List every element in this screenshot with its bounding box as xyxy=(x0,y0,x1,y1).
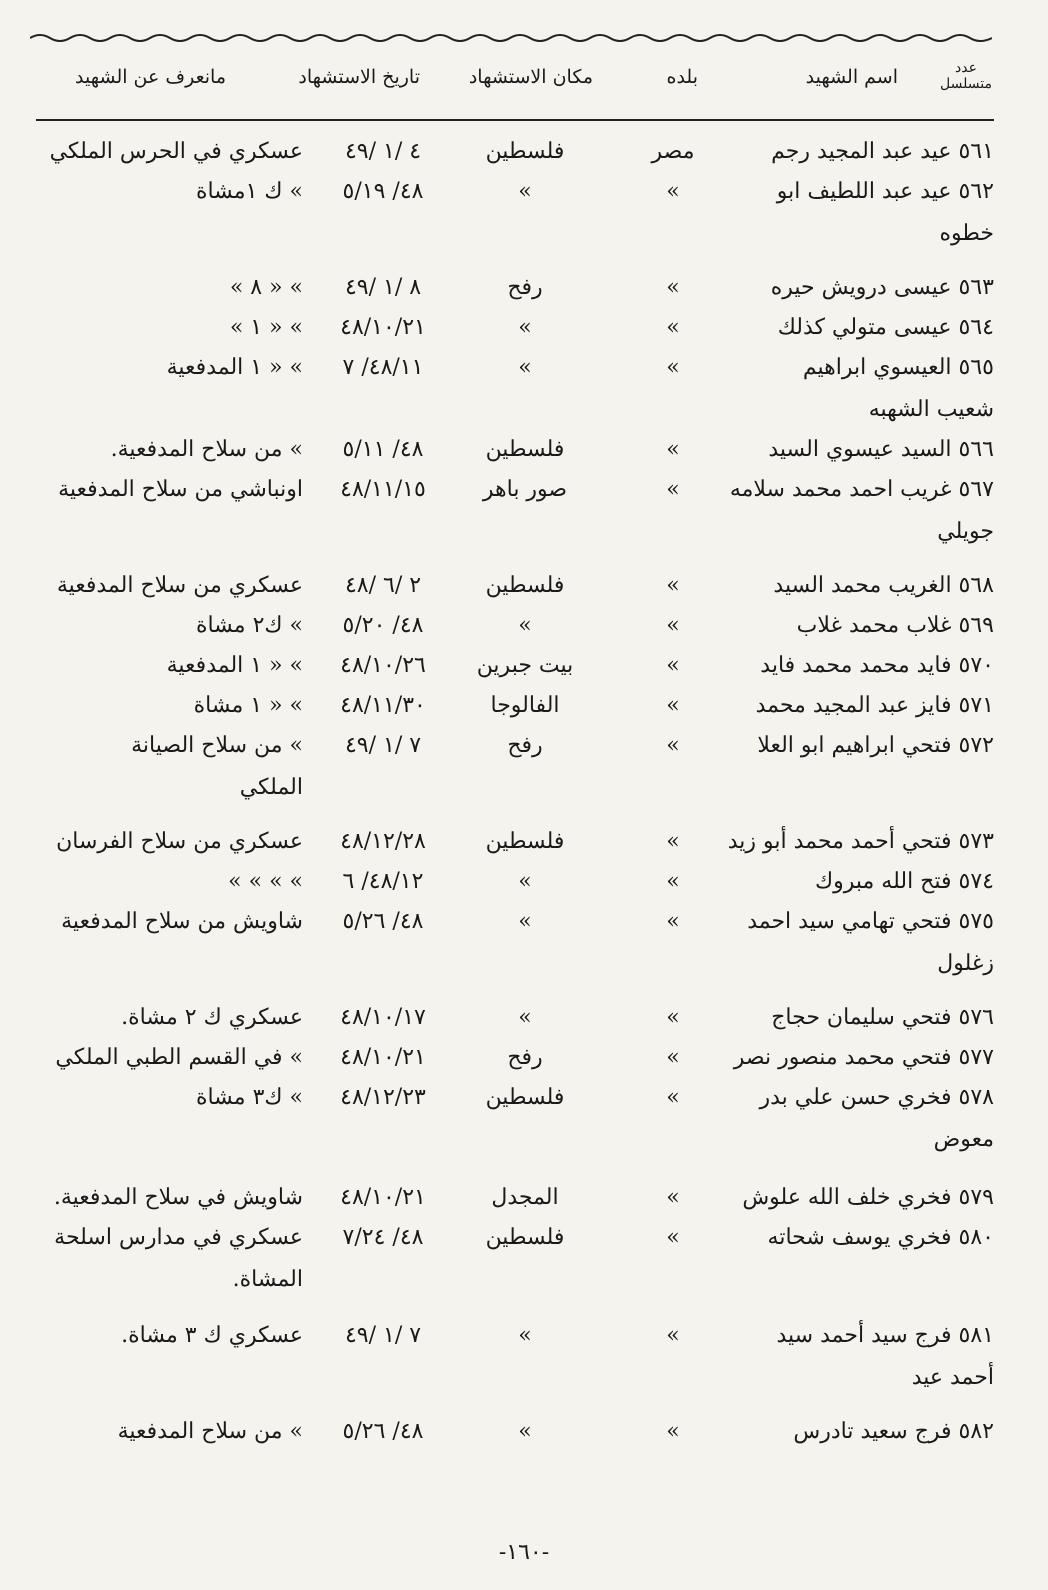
martyrdom-date: ٤٨/١٢/ ٦ xyxy=(342,869,424,894)
martyr-country: » xyxy=(666,1085,680,1110)
martyr-name-continued: خطوه xyxy=(939,221,994,246)
martyrdom-place: فلسطين xyxy=(485,573,565,598)
martyrdom-date: ٤٨/ ٥/٢٦ xyxy=(342,1419,424,1444)
martyr-notes: عسكري من سلاح الفرسان xyxy=(56,829,303,854)
martyrdom-date: ٤٨/١٠/٢٦ xyxy=(340,653,426,678)
martyr-name: ٥٦٨ الغريب محمد السيد xyxy=(773,573,994,598)
martyrdom-place: فلسطين xyxy=(485,829,565,854)
martyrdom-place: رفح xyxy=(507,733,543,758)
martyr-name-continued: شعيب الشهبه xyxy=(868,397,994,422)
martyr-notes: » من سلاح المدفعية xyxy=(117,1419,303,1444)
martyr-country: » xyxy=(666,613,680,638)
martyr-name: ٥٧٠ فايد محمد محمد فايد xyxy=(760,653,994,678)
martyr-name: ٥٧٩ فخري خلف الله علوش xyxy=(742,1185,994,1210)
martyr-country: » xyxy=(666,1185,680,1210)
martyr-notes: شاويش من سلاح المدفعية xyxy=(61,909,303,934)
martyrdom-place: المجدل xyxy=(491,1185,559,1210)
martyrdom-date: ٤٨/ ٥/٢٠ xyxy=(342,613,424,638)
martyrdom-place: » xyxy=(518,355,532,380)
header-name: اسم الشهيد xyxy=(805,66,898,88)
martyr-country: » xyxy=(666,909,680,934)
martyrdom-date: ٤٨/١٠/٢١ xyxy=(340,1045,426,1070)
martyr-notes: » « ٨ » xyxy=(229,275,303,300)
martyrdom-date: ٨ /١ /٤٩ xyxy=(344,275,422,300)
martyr-name-continued: أحمد عيد xyxy=(911,1365,994,1390)
header-country: بلده xyxy=(666,66,698,88)
martyr-notes: » ك٢ مشاة xyxy=(195,613,303,638)
header-place: مكان الاستشهاد xyxy=(468,66,593,88)
martyr-notes: عسكري ك ٢ مشاة. xyxy=(121,1005,303,1030)
martyr-name: ٥٦٤ عيسى متولي كذلك xyxy=(777,315,994,340)
martyrdom-place: رفح xyxy=(507,1045,543,1070)
martyr-country: » xyxy=(666,477,680,502)
martyr-country: » xyxy=(666,1225,680,1250)
martyrdom-date: ٤٨/ ٥/١٩ xyxy=(342,179,424,204)
martyr-country: » xyxy=(666,179,680,204)
martyr-name: ٥٨٢ فرج سعيد تادرس xyxy=(793,1419,994,1444)
martyr-name-continued: زغلول xyxy=(937,951,994,976)
martyr-name: ٥٨١ فرج سيد أحمد سيد xyxy=(776,1323,994,1348)
martyrdom-place: » xyxy=(518,909,532,934)
header-serial-line1: عدد xyxy=(955,60,977,76)
martyrdom-place: صور باهر xyxy=(482,477,568,502)
martyrdom-place: فلسطين xyxy=(485,1225,565,1250)
martyr-notes: » في القسم الطبي الملكي xyxy=(55,1045,303,1070)
martyr-country: » xyxy=(666,315,680,340)
martyr-notes: » « ١ المدفعية xyxy=(166,653,303,678)
martyrdom-date: ٤٨/١٠/٢١ xyxy=(340,315,426,340)
martyrdom-place: » xyxy=(518,179,532,204)
header-notes: مانعرف عن الشهيد xyxy=(75,66,226,88)
martyrdom-date: ٤٨/ ٧/٢٤ xyxy=(342,1225,424,1250)
martyrdom-place: » xyxy=(518,1419,532,1444)
martyr-country: » xyxy=(666,1045,680,1070)
martyr-name: ٥٧٤ فتح الله مبروك xyxy=(814,869,994,894)
martyrdom-place: فلسطين xyxy=(485,139,565,164)
martyr-notes: اونباشي من سلاح المدفعية xyxy=(58,477,303,502)
martyr-country: » xyxy=(666,355,680,380)
martyrdom-place: رفح xyxy=(507,275,543,300)
martyrdom-date: ٤٨/١٠/١٧ xyxy=(340,1005,426,1030)
martyr-country: » xyxy=(666,693,680,718)
page-number: -١٦٠- xyxy=(498,1540,550,1565)
martyr-notes: » « ١ المدفعية xyxy=(166,355,303,380)
martyr-name: ٥٦٦ السيد عيسوي السيد xyxy=(768,437,994,462)
martyr-name: ٥٦٩ غلاب محمد غلاب xyxy=(796,613,994,638)
martyrdom-place: » xyxy=(518,869,532,894)
martyr-name: ٥٦٣ عيسى درويش حيره xyxy=(770,275,994,300)
martyr-country: » xyxy=(666,733,680,758)
martyr-country: » xyxy=(666,829,680,854)
martyrdom-date: ٢ /٦ /٤٨ xyxy=(344,573,422,598)
martyr-notes-continued: الملكي xyxy=(239,775,303,800)
martyr-name: ٥٧٧ فتحي محمد منصور نصر xyxy=(733,1045,994,1070)
martyr-country: » xyxy=(666,869,680,894)
martyrdom-date: ٤٨/١١/١٥ xyxy=(340,477,426,502)
martyrdom-date: ٤٨/١١/ ٧ xyxy=(342,355,424,380)
martyr-notes: عسكري في الحرس الملكي xyxy=(49,139,303,164)
martyr-name: ٥٧٨ فخري حسن علي بدر xyxy=(759,1085,994,1110)
martyr-notes: » » » » xyxy=(228,869,303,894)
martyr-notes: عسكري ك ٣ مشاة. xyxy=(121,1323,303,1348)
martyrdom-place: الفالوجا xyxy=(490,693,560,718)
martyrdom-date: ٤٨/١٠/٢١ xyxy=(340,1185,426,1210)
martyrdom-date: ٤٨/١٢/٢٣ xyxy=(340,1085,426,1110)
martyr-name: ٥٧٣ فتحي أحمد محمد أبو زيد xyxy=(727,829,994,854)
martyrdom-place: فلسطين xyxy=(485,1085,565,1110)
martyrdom-date: ٤٨/ ٥/٢٦ xyxy=(342,909,424,934)
martyr-name: ٥٦٧ غريب احمد محمد سلامه xyxy=(729,477,994,502)
martyr-name: ٥٦٢ عيد عبد اللطيف ابو xyxy=(776,179,994,204)
martyr-notes: شاويش في سلاح المدفعية. xyxy=(53,1185,303,1210)
martyr-notes-continued: المشاة. xyxy=(232,1267,303,1292)
martyr-notes: » « ١ مشاة xyxy=(193,693,303,718)
martyr-country: » xyxy=(666,653,680,678)
martyr-country: » xyxy=(666,1323,680,1348)
martyr-notes: » من سلاح المدفعية. xyxy=(110,437,303,462)
martyr-name: ٥٧٢ فتحي ابراهيم ابو العلا xyxy=(757,733,994,758)
martyr-name: ٥٦١ عيد عبد المجيد رجم xyxy=(771,139,994,164)
martyr-name: ٥٦٥ العيسوي ابراهيم xyxy=(802,355,994,380)
martyr-name: ٥٨٠ فخري يوسف شحاته xyxy=(767,1225,994,1250)
martyrdom-place: فلسطين xyxy=(485,437,565,462)
martyr-name-continued: جويلي xyxy=(937,519,994,544)
martyr-notes: » ك٣ مشاة xyxy=(195,1085,303,1110)
martyrdom-date: ٤٨/١٢/٢٨ xyxy=(340,829,426,854)
martyr-name-continued: معوض xyxy=(933,1127,994,1152)
martyr-name: ٥٧٥ فتحي تهامي سيد احمد xyxy=(747,909,994,934)
martyrdom-place: » xyxy=(518,1005,532,1030)
martyr-notes: عسكري من سلاح المدفعية xyxy=(56,573,303,598)
martyrdom-place: » xyxy=(518,315,532,340)
header-date: تاريخ الاستشهاد xyxy=(298,66,420,88)
martyrdom-date: ٤ /١ /٤٩ xyxy=(344,139,422,164)
martyrdom-place: » xyxy=(518,613,532,638)
martyr-name: ٥٧١ فايز عبد المجيد محمد xyxy=(755,693,994,718)
header-serial-line2: متسلسل xyxy=(940,76,992,92)
martyr-country: » xyxy=(666,275,680,300)
martyrdom-date: ٤٨/ ٥/١١ xyxy=(342,437,424,462)
martyrdom-date: ٧ /١ /٤٩ xyxy=(344,733,422,758)
martyr-country: » xyxy=(666,1005,680,1030)
martyr-country: » xyxy=(666,573,680,598)
martyr-name: ٥٧٦ فتحي سليمان حجاج xyxy=(771,1005,994,1030)
martyrdom-place: بيت جبرين xyxy=(476,653,574,678)
martyr-country: مصر xyxy=(651,139,695,164)
martyr-country: » xyxy=(666,1419,680,1444)
martyrdom-date: ٧ /١ /٤٩ xyxy=(344,1323,422,1348)
martyr-country: » xyxy=(666,437,680,462)
martyr-notes: » من سلاح الصيانة xyxy=(131,733,303,758)
martyr-notes: » « ١ » xyxy=(229,315,303,340)
martyrdom-place: » xyxy=(518,1323,532,1348)
martyr-notes: » ك ١مشاة xyxy=(195,179,303,204)
martyrdom-date: ٤٨/١١/٣٠ xyxy=(340,693,426,718)
martyr-notes: عسكري في مدارس اسلحة xyxy=(54,1225,303,1250)
